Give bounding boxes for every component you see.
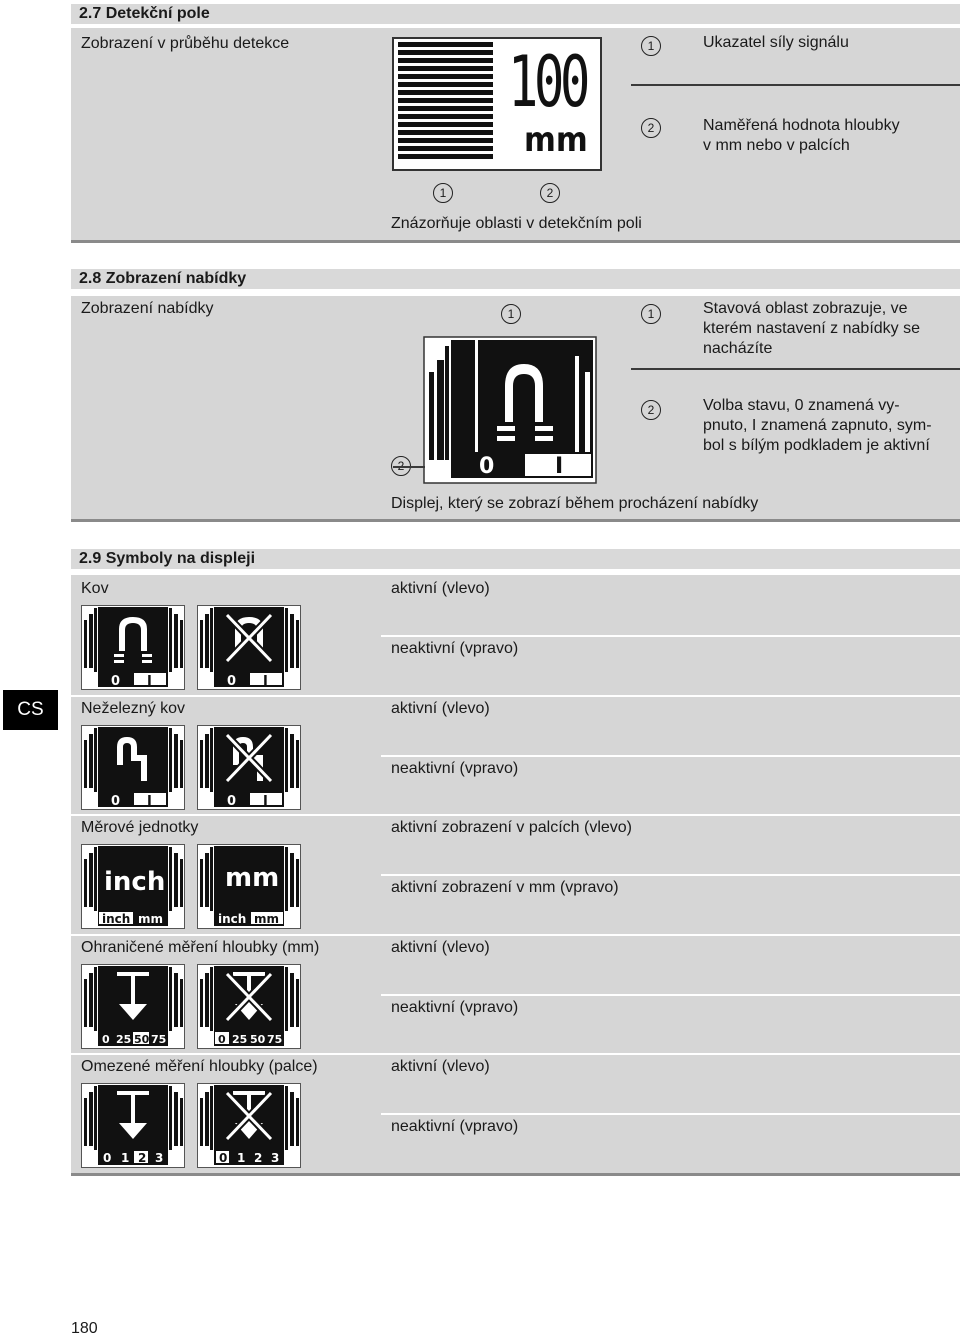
section-heading-2-7: 2.7 Detekční pole: [71, 4, 960, 24]
svg-text:inch: inch: [102, 912, 131, 926]
svg-text:75: 75: [267, 1033, 283, 1046]
row-divider: [71, 934, 960, 936]
callout-text-2c: bol s bílým podkladem je aktivní: [703, 437, 930, 454]
svg-text:mm: mm: [225, 863, 280, 893]
row-divider: [381, 635, 960, 637]
symbols-panel: [71, 575, 960, 1176]
detection-panel: [71, 28, 960, 243]
svg-text:25: 25: [232, 1033, 248, 1046]
row-right-desc: aktivní zobrazení v mm (vpravo): [391, 879, 619, 896]
svg-text:50: 50: [250, 1033, 266, 1046]
row-divider: [71, 1053, 960, 1055]
svg-text:3: 3: [155, 1151, 164, 1165]
depth-limit-mm-active-icon: [81, 964, 187, 1050]
nonferrous-inactive-icon: [197, 725, 303, 811]
menu-label: Zobrazení nabídky: [81, 300, 214, 317]
depth-unit: mm: [524, 120, 588, 160]
depth-limit-inch-active-icon: [81, 1083, 187, 1169]
callout-text-2b: v mm nebo v palcích: [703, 137, 850, 154]
svg-text:0: 0: [218, 1033, 226, 1046]
page-number: 180: [71, 1320, 98, 1337]
row-divider: [381, 874, 960, 876]
svg-text:50: 50: [134, 1033, 150, 1046]
row-label-depth-mm: Ohraničené měření hloubky (mm): [81, 939, 320, 956]
row-divider: [71, 814, 960, 816]
svg-text:25: 25: [116, 1033, 132, 1046]
callout-marker-1: 1: [641, 36, 661, 56]
svg-text:inch: inch: [218, 912, 247, 926]
row-divider: [381, 1113, 960, 1115]
callout-text-1a: Stavová oblast zobrazuje, ve: [703, 300, 908, 317]
area-marker-1: 1: [433, 183, 453, 203]
row-left-desc: aktivní (vlevo): [391, 700, 490, 717]
svg-text:inch: inch: [104, 867, 166, 897]
row-label-nonferrous: Neželezný kov: [81, 700, 186, 717]
depth-value: 100: [508, 41, 587, 123]
row-right-desc: neaktivní (vpravo): [391, 999, 519, 1016]
row-divider: [381, 755, 960, 757]
area-marker-2: 2: [540, 183, 560, 203]
status-area-marker: 1: [501, 304, 521, 324]
row-divider: [381, 994, 960, 996]
menu-caption: Displej, který se zobrazí během procházení nabídky: [391, 495, 759, 512]
svg-text:0: 0: [111, 674, 121, 689]
svg-text:2: 2: [254, 1151, 263, 1165]
svg-text:mm: mm: [254, 912, 280, 926]
svg-text:1: 1: [237, 1151, 246, 1165]
row-label-metal: Kov: [81, 580, 109, 597]
nonferrous-active-icon: [81, 725, 187, 811]
language-tab: CS: [3, 690, 58, 730]
depth-limit-mm-inactive-icon: [197, 964, 303, 1050]
callout-text-1c: nacházíte: [703, 340, 773, 357]
menu-panel: [71, 296, 960, 522]
callout-rule: [631, 368, 960, 370]
row-divider: [71, 695, 960, 697]
row-label-units: Měrové jednotky: [81, 819, 199, 836]
svg-text:I: I: [263, 794, 268, 809]
svg-text:I: I: [147, 674, 152, 689]
svg-text:0: 0: [227, 674, 237, 689]
row-right-desc: neaktivní (vpravo): [391, 640, 519, 657]
state-off-label: 0: [479, 454, 495, 479]
callout-text-2b: pnuto, I znamená zapnuto, sym-: [703, 417, 932, 434]
row-label-depth-inch: Omezené měření hloubky (palce): [81, 1058, 318, 1075]
row-left-desc: aktivní (vlevo): [391, 580, 490, 597]
row-right-desc: neaktivní (vpravo): [391, 760, 519, 777]
units-inch-icon: [81, 844, 187, 930]
row-left-desc: aktivní (vlevo): [391, 939, 490, 956]
svg-text:I: I: [263, 674, 268, 689]
svg-text:0: 0: [111, 794, 121, 809]
svg-text:0: 0: [102, 1033, 110, 1046]
svg-text:2: 2: [138, 1151, 147, 1165]
row-right-desc: neaktivní (vpravo): [391, 1118, 519, 1135]
callout-marker-2: 2: [641, 118, 661, 138]
detection-display: [392, 37, 602, 171]
callout-text-2a: Volba stavu, 0 znamená vy-: [703, 397, 900, 414]
svg-text:0: 0: [219, 1151, 228, 1165]
menu-display-magnet-icon: [423, 336, 603, 484]
svg-text:0: 0: [103, 1151, 112, 1165]
depth-limit-inch-inactive-icon: [197, 1083, 303, 1169]
svg-text:75: 75: [151, 1033, 167, 1046]
row-left-desc: aktivní zobrazení v palcích (vlevo): [391, 819, 632, 836]
svg-text:I: I: [147, 794, 152, 809]
section-heading-2-8: 2.8 Zobrazení nabídky: [71, 269, 960, 289]
detection-caption: Znázorňuje oblasti v detekčním poli: [391, 215, 642, 232]
callout-marker-1: 1: [641, 304, 661, 324]
row-left-desc: aktivní (vlevo): [391, 1058, 490, 1075]
callout-text-1b: kterém nastavení z nabídky se: [703, 320, 920, 337]
callout-text-2a: Naměřená hodnota hloubky: [703, 117, 900, 134]
callout-text-1: Ukazatel síly signálu: [703, 34, 849, 51]
leader-line: [393, 466, 425, 468]
callout-marker-2: 2: [641, 400, 661, 420]
state-on-label: I: [555, 454, 564, 479]
units-mm-icon: [197, 844, 303, 930]
metal-active-icon: [81, 605, 187, 691]
detection-label: Zobrazení v průběhu detekce: [81, 35, 290, 52]
svg-text:0: 0: [227, 794, 237, 809]
section-heading-2-9: 2.9 Symboly na displeji: [71, 549, 960, 569]
svg-text:mm: mm: [138, 912, 164, 926]
svg-text:1: 1: [121, 1151, 130, 1165]
metal-inactive-icon: [197, 605, 303, 691]
svg-text:3: 3: [271, 1151, 280, 1165]
callout-rule: [631, 84, 960, 86]
